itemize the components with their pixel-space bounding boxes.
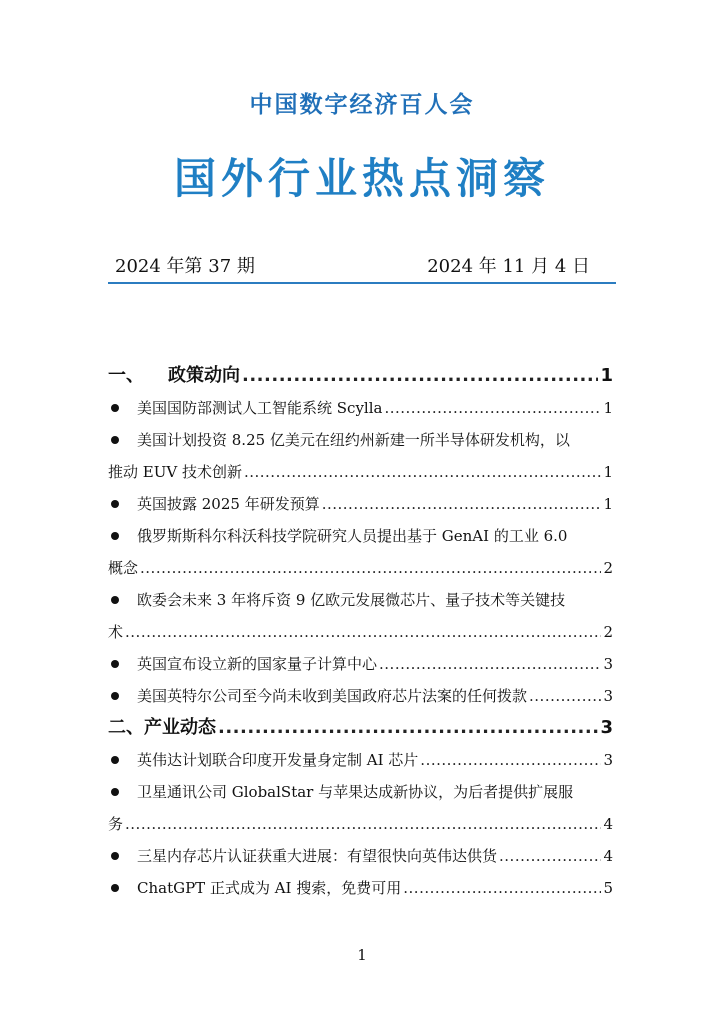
- page-ref: 4: [603, 815, 613, 833]
- page-ref: 1: [603, 399, 613, 417]
- page-ref: 2: [603, 623, 613, 641]
- toc-item-text: 美国计划投资 8.25 亿美元在纽约州新建一所半导体研发机构，以: [137, 431, 570, 449]
- section-title: 政策动向: [168, 365, 240, 386]
- toc-item-text-cont: 推动 EUV 技术创新: [108, 463, 242, 481]
- toc-item[interactable]: [108, 648, 613, 680]
- bullet-icon: [111, 532, 119, 540]
- toc-item[interactable]: [108, 840, 613, 872]
- page-ref: 3: [600, 717, 613, 738]
- toc-item-continuation[interactable]: [108, 616, 613, 648]
- bullet-icon: [111, 500, 119, 508]
- bullet-icon: [111, 692, 119, 700]
- page-ref: 3: [603, 751, 613, 769]
- toc-item-text: 美国国防部测试人工智能系统 Scylla: [137, 399, 383, 417]
- toc-item[interactable]: [108, 488, 613, 520]
- toc-item[interactable]: [108, 424, 613, 456]
- toc-item-text: 英国披露 2025 年研发预算: [137, 495, 320, 513]
- toc-item[interactable]: [108, 776, 613, 808]
- toc-item-continuation[interactable]: [108, 456, 613, 488]
- table-of-contents: [108, 360, 613, 904]
- toc-section-policy[interactable]: [108, 360, 613, 392]
- bullet-icon: [111, 884, 119, 892]
- header-divider: [108, 282, 616, 284]
- page-ref: 3: [603, 687, 613, 705]
- section-title: 产业动态: [144, 717, 216, 738]
- bullet-icon: [111, 596, 119, 604]
- bullet-icon: [111, 852, 119, 860]
- toc-item-text-cont: 概念: [108, 559, 139, 577]
- toc-item[interactable]: [108, 584, 613, 616]
- toc-item-text-cont: 务: [108, 815, 124, 833]
- toc-item-text-cont: 术: [108, 623, 124, 641]
- bullet-icon: [111, 404, 119, 412]
- toc-item[interactable]: [108, 520, 613, 552]
- publication-title: 国外行业热点洞察: [173, 154, 550, 203]
- bullet-icon: [111, 788, 119, 796]
- toc-item-text: 美国英特尔公司至今尚未收到美国政府芯片法案的任何拨款: [137, 687, 528, 705]
- page-ref: 2: [603, 559, 613, 577]
- issue-number: 2024 年第 37 期: [115, 256, 255, 277]
- bullet-icon: [111, 756, 119, 764]
- issue-date: 2024 年 11 月 4 日: [427, 256, 590, 277]
- bullet-icon: [111, 660, 119, 668]
- toc-item-continuation[interactable]: [108, 808, 613, 840]
- organization-name: 中国数字经济百人会: [249, 92, 475, 118]
- page-ref: 5: [603, 879, 613, 897]
- toc-item-text: 欧委会未来 3 年将斥资 9 亿欧元发展微芯片、量子技术等关键技: [137, 591, 566, 609]
- bullet-icon: [111, 436, 119, 444]
- section-number: 二、: [108, 717, 144, 738]
- toc-item[interactable]: [108, 872, 613, 904]
- toc-item-text: 俄罗斯斯科尔科沃科技学院研究人员提出基于 GenAI 的工业 6.0: [137, 527, 568, 545]
- page-number: 1: [357, 946, 367, 964]
- page-ref: 4: [603, 847, 613, 865]
- page-ref: 3: [603, 655, 613, 673]
- page-ref: 1: [603, 463, 613, 481]
- toc-item-text: 英伟达计划联合印度开发量身定制 AI 芯片: [137, 751, 419, 769]
- toc-section-industry[interactable]: [108, 712, 613, 744]
- toc-item-text: 卫星通讯公司 GlobalStar 与苹果达成新协议，为后者提供扩展服: [137, 783, 574, 801]
- page-ref: 1: [603, 495, 613, 513]
- toc-item[interactable]: [108, 744, 613, 776]
- section-number: 一、: [108, 365, 144, 386]
- toc-item-text: 三星内存芯片认证获重大进展：有望很快向英伟达供货: [137, 847, 498, 865]
- toc-item-text: 英国宣布设立新的国家量子计算中心: [137, 655, 378, 673]
- toc-item-text: ChatGPT 正式成为 AI 搜索，免费可用: [137, 879, 402, 897]
- toc-item[interactable]: [108, 392, 613, 424]
- toc-item[interactable]: [108, 680, 613, 712]
- page-ref: 1: [600, 365, 613, 386]
- toc-item-continuation[interactable]: [108, 552, 613, 584]
